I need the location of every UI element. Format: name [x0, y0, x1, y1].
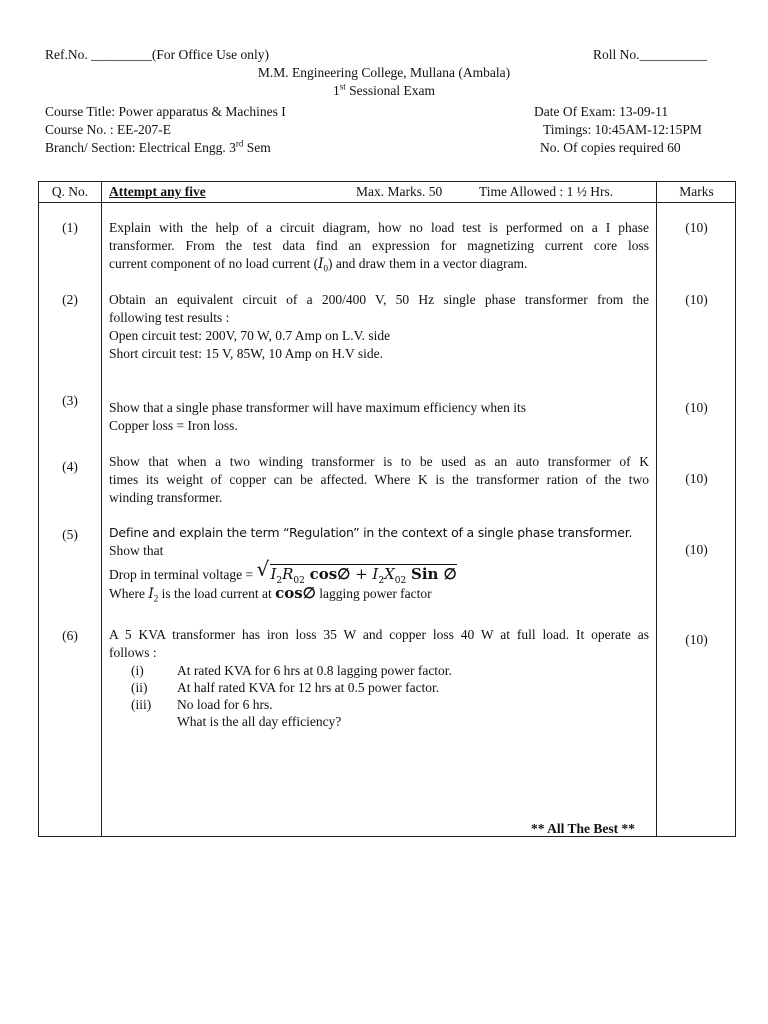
q6-item: (i) At rated KVA for 6 hrs at 0.8 lagging power factor.: [131, 663, 452, 678]
q3-text: Show that a single phase transformer will have maximum efficiency when its Copper loss = Iron loss.: [109, 400, 527, 433]
q1-text: Explain with the help of a circuit diagram, how no load test is performed on a I phase transformer. From the test data find an expression for magnetizing current core loss current component of no load current $(I_0)$ and draw them in a vector diagram.: [109, 220, 649, 274]
time-allowed: Time Allowed : 1 ½ Hrs.: [479, 184, 614, 199]
q5-marks: (10): [685, 542, 708, 557]
q2-text: Obtain an equivalent circuit of a 200/400 V, 50 Hz single phase transformer from the following test results : Open circuit test: 200V, 70 W, 0.7 Amp on L.V. side Short circuit test: 15 V, 85W, 10 Amp on H.V side.: [109, 292, 649, 361]
marks-column-divider: [656, 182, 657, 836]
q1-marks: (10): [685, 220, 708, 235]
q6-item: (ii) At half rated KVA for 12 hrs at 0.5 power factor.: [131, 680, 440, 695]
q6-item: (iii) No load for 6 hrs.: [131, 697, 273, 712]
qno-column-divider: [101, 182, 102, 836]
ref-no: Ref.No. _________(For Office Use only): [45, 47, 269, 62]
closing-message: ** All The Best **: [531, 821, 636, 836]
col-header-marks: Marks: [679, 184, 714, 199]
copies-required: No. Of copies required 60: [540, 140, 681, 155]
header-divider: [39, 202, 735, 203]
q6-marks: (10): [685, 632, 708, 647]
q3-marks: (10): [685, 400, 708, 415]
q3-number: (3): [62, 393, 78, 408]
q4-number: (4): [62, 459, 78, 474]
timings: Timings: 10:45AM-12:15PM: [543, 122, 702, 137]
q2-number: (2): [62, 292, 78, 307]
exam-title: 1st Sessional Exam: [332, 81, 435, 98]
q6-number: (6): [62, 628, 78, 643]
q1-number: (1): [62, 220, 78, 235]
q6-final-question: What is the all day efficiency?: [177, 714, 342, 729]
q5-text: Define and explain the term “Regulation” in the context of a single phase transformer. Show that Drop in terminal voltage = √ $I_2R_{02}$ cos∅ + $I_2X_{02}$ Sin ∅ Where $I_2$ is the load current at cos∅ lagging power factor: [109, 524, 649, 603]
q4-text: Show that when a two winding transformer is to be used as an auto transformer of K times its weight of copper can be affected. Where K is the transformer ration of the two winding transformer.: [109, 454, 649, 505]
q2-marks: (10): [685, 292, 708, 307]
q4-marks: (10): [685, 471, 708, 486]
max-marks: Max. Marks. 50: [356, 184, 443, 199]
date-of-exam: Date Of Exam: 13-09-11: [534, 104, 669, 119]
q5-number: (5): [62, 527, 78, 542]
college-name: M.M. Engineering College, Mullana (Ambala): [257, 65, 511, 80]
attempt-instruction: Attempt any five: [109, 184, 206, 199]
course-title: Course Title: Power apparatus & Machines I: [45, 104, 286, 119]
roll-no: Roll No.__________: [593, 47, 708, 62]
course-no: Course No. : EE-207-E: [45, 122, 171, 137]
question-table: [38, 181, 736, 837]
regulation-formula: Drop in terminal voltage = √ $I_2R_{02}$ cos∅ + $I_2X_{02}$ Sin ∅: [109, 557, 457, 586]
col-header-qno: Q. No.: [51, 184, 89, 199]
branch: Branch/ Section: Electrical Engg. 3rd Sem: [45, 138, 271, 155]
q6-text: A 5 KVA transformer has iron loss 35 W and copper loss 40 W at full load. It operate as follows : (i) At rated KVA for 6 hrs at 0.8 lagging power factor. (ii) At half rated KVA for 12 hrs at 0.5 power factor. (iii) No load for 6 hrs. What is the all day efficiency?: [109, 627, 649, 729]
